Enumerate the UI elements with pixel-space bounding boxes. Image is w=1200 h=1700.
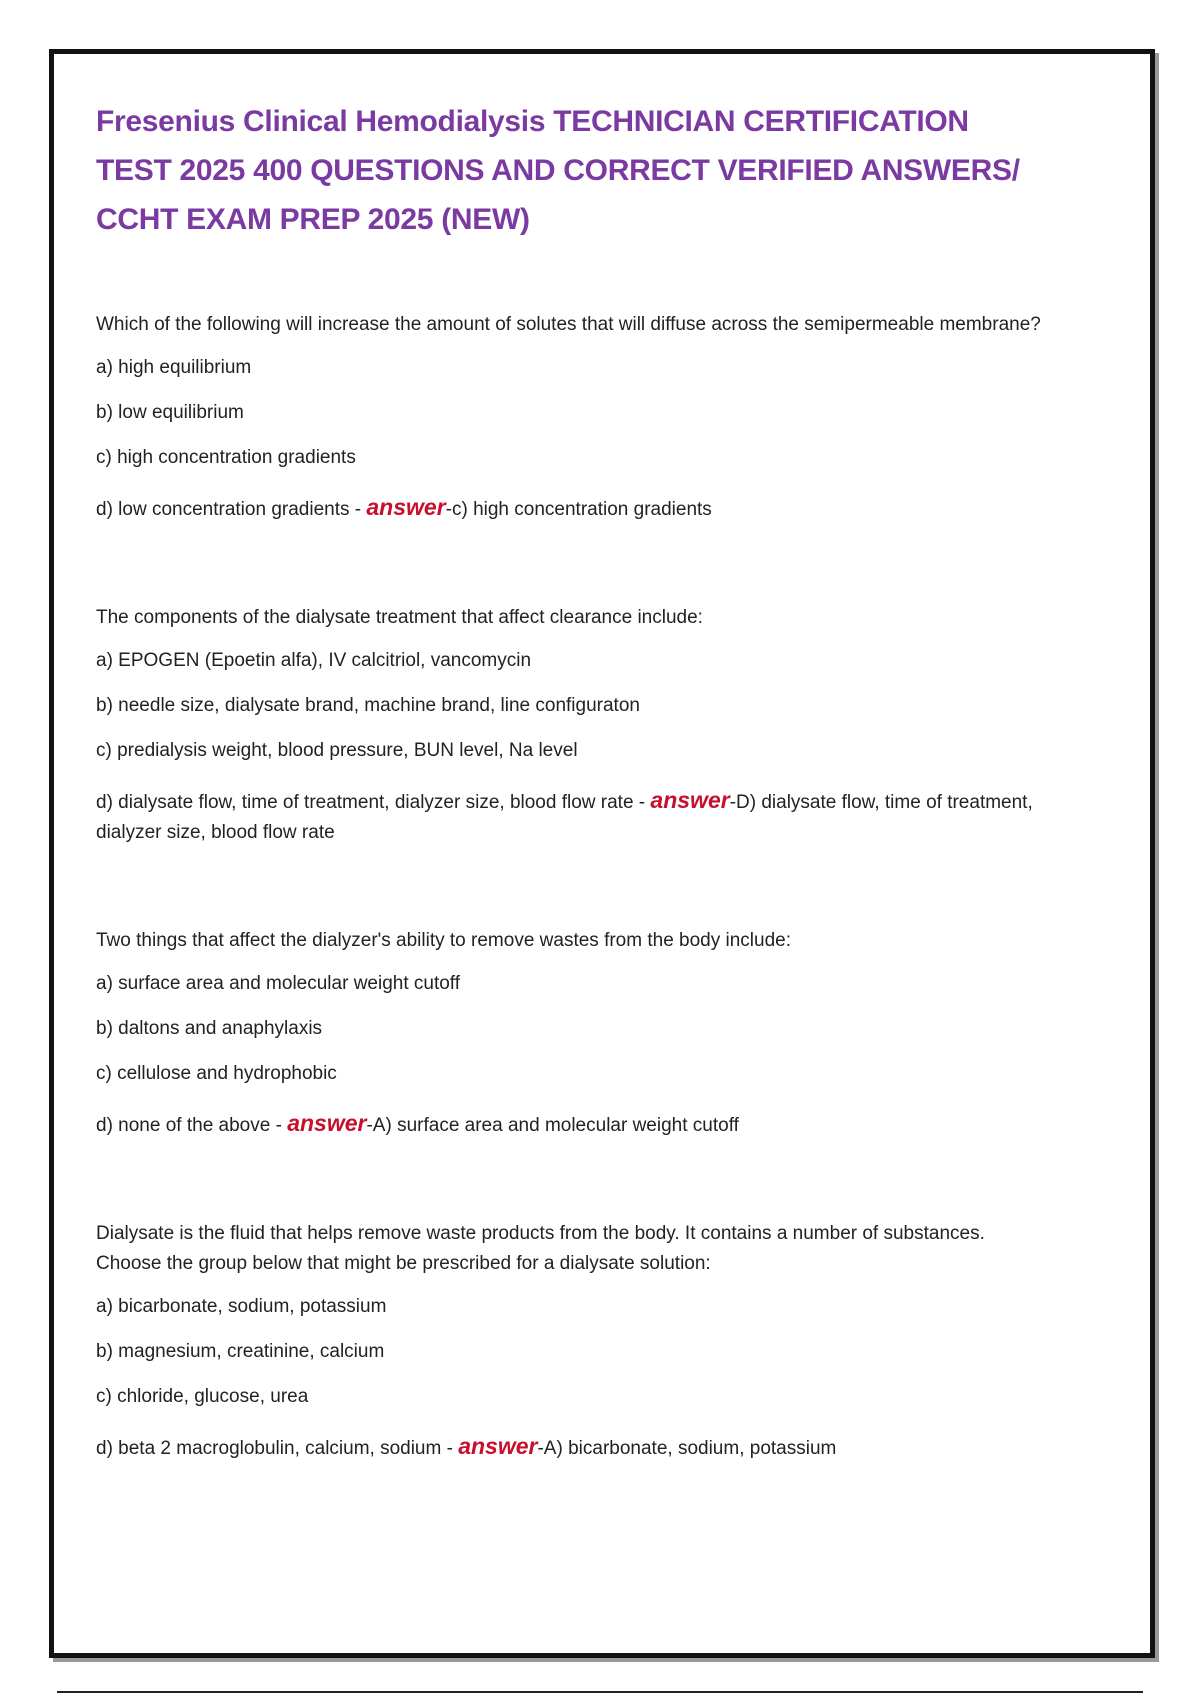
option-d: d) low concentration gradients - bbox=[96, 499, 362, 520]
question-block bbox=[96, 603, 1046, 848]
option-c: c) high concentration gradients bbox=[96, 447, 356, 468]
option-a: a) surface area and molecular weight cutoff bbox=[96, 973, 461, 994]
answer-label: answer bbox=[366, 494, 446, 520]
option-b: b) magnesium, creatinine, calcium bbox=[96, 1341, 385, 1362]
option-a: a) bicarbonate, sodium, potassium bbox=[96, 1296, 387, 1317]
question-block bbox=[96, 310, 1046, 525]
question-text: Dialysate is the fluid that helps remove waste products from the body. It contains a number of substances. Choose the group below that might be prescribed for a dialysate solution: bbox=[96, 1223, 985, 1274]
option-b: b) needle size, dialysate brand, machine brand, line configuraton bbox=[96, 695, 640, 716]
question-block bbox=[96, 926, 1046, 1141]
correct-answer: -A) bicarbonate, sodium, potassium bbox=[537, 1438, 837, 1459]
option-d-with-answer bbox=[96, 785, 1046, 848]
question-text: Two things that affect the dialyzer's ability to remove wastes from the body include: bbox=[96, 930, 792, 951]
document-title: Fresenius Clinical Hemodialysis TECHNICIAN CERTIFICATION TEST 2025 400 QUESTIONS AND CORRECT VERIFIED ANSWERS/ CCHT EXAM PREP 2025 (NEW) bbox=[96, 105, 1020, 236]
option-b: b) low equilibrium bbox=[96, 402, 244, 423]
option-c: c) chloride, glucose, urea bbox=[96, 1386, 309, 1407]
option-a: a) EPOGEN (Epoetin alfa), IV calcitriol, vancomycin bbox=[96, 650, 532, 671]
answer-label: answer bbox=[650, 787, 730, 813]
next-page-divider bbox=[57, 1691, 1143, 1693]
option-c: c) predialysis weight, blood pressure, BUN level, Na level bbox=[96, 740, 578, 761]
option-d-with-answer bbox=[96, 492, 1046, 525]
question-text: The components of the dialysate treatment that affect clearance include: bbox=[96, 607, 703, 628]
document-content bbox=[96, 97, 1046, 1479]
option-d: d) none of the above - bbox=[96, 1115, 282, 1136]
correct-answer: -D) dialysate flow, time of treatment, dialyzer size, blood flow rate bbox=[96, 792, 1033, 843]
option-b: b) daltons and anaphylaxis bbox=[96, 1018, 323, 1039]
correct-answer: -A) surface area and molecular weight cutoff bbox=[366, 1115, 739, 1136]
answer-label: answer bbox=[458, 1433, 538, 1459]
question-text: Which of the following will increase the amount of solutes that will diffuse across the semipermeable membrane? bbox=[96, 314, 1041, 335]
option-c: c) cellulose and hydrophobic bbox=[96, 1063, 337, 1084]
answer-label: answer bbox=[287, 1110, 367, 1136]
correct-answer: -c) high concentration gradients bbox=[445, 499, 712, 520]
option-a: a) high equilibrium bbox=[96, 357, 252, 378]
question-block bbox=[96, 1219, 1046, 1464]
option-d-with-answer bbox=[96, 1431, 1046, 1464]
option-d: d) dialysate flow, time of treatment, dialyzer size, blood flow rate - bbox=[96, 792, 646, 813]
option-d-with-answer bbox=[96, 1108, 1046, 1141]
option-d: d) beta 2 macroglobulin, calcium, sodium - bbox=[96, 1438, 453, 1459]
